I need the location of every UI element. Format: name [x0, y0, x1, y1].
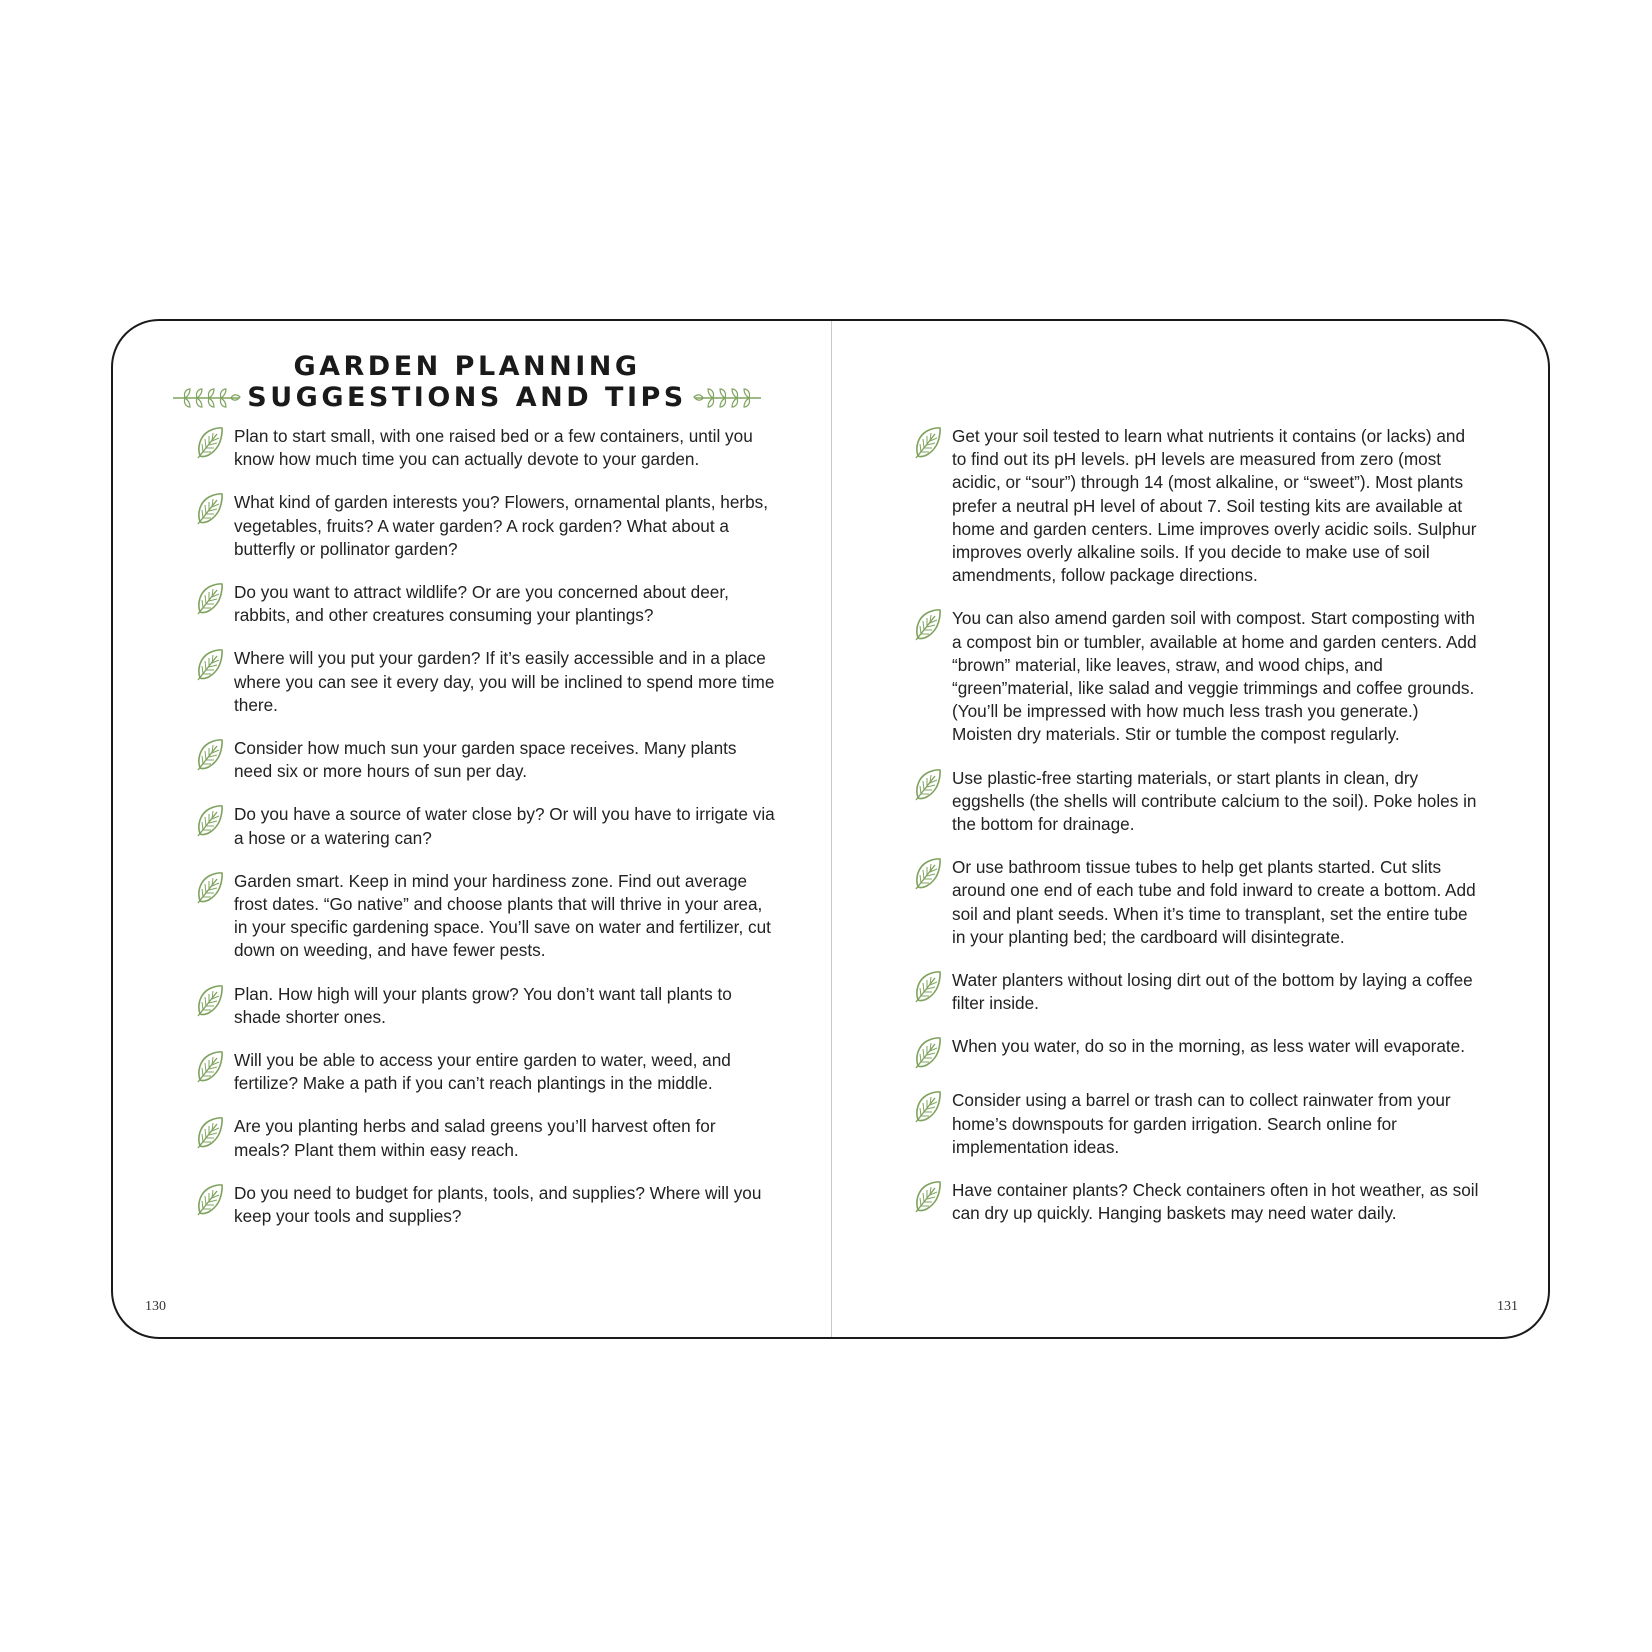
tip-item	[913, 607, 1483, 746]
leaf-icon	[195, 493, 223, 525]
tips-list-left	[195, 425, 775, 1248]
tip-text: Plan to start small, with one raised bed or a few containers, until you know how much time you can actually devote to your garden.	[234, 426, 753, 470]
tip-item	[195, 647, 775, 717]
tip-item	[195, 1182, 775, 1228]
tip-text: Are you planting herbs and salad greens you’ll harvest often for meals? Plant them within easy reach.	[234, 1116, 716, 1160]
page-title	[193, 351, 741, 413]
leaf-icon	[195, 427, 223, 459]
leaf-icon	[913, 769, 941, 801]
tip-item	[195, 803, 775, 849]
tip-text: Water planters without losing dirt out of the bottom by laying a coffee filter inside.	[952, 970, 1473, 1014]
tip-item	[195, 870, 775, 963]
title-line-1: GARDEN PLANNING	[293, 351, 641, 382]
tip-item	[195, 737, 775, 783]
tip-text: Where will you put your garden? If it’s easily accessible and in a place where you can see it every day, you will be inclined to spend more time there.	[234, 648, 775, 715]
leaf-icon	[195, 872, 223, 904]
tip-text: Consider how much sun your garden space receives. Many plants need six or more hours of sun per day.	[234, 738, 737, 782]
leaf-icon	[913, 427, 941, 459]
tip-item	[913, 767, 1483, 837]
tip-text: Use plastic-free starting materials, or start plants in clean, dry eggshells (the shells will contribute calcium to the soil). Poke holes in the bottom for drainage.	[952, 767, 1477, 835]
tip-item	[195, 425, 775, 471]
book-spread	[111, 319, 1550, 1339]
tip-text: You can also amend garden soil with compost. Start composting with a compost bin or tumbler, available at home and garden centers. Add “brown” material, like leaves, straw, and wood chips, and “green”material, like salad and veggie trimmings and coffee grounds. (You’ll be impressed with how much less trash you generate.) Moisten dry materials. Stir or tumble the compost regularly.	[952, 608, 1477, 745]
leaf-icon	[195, 739, 223, 771]
tip-text: Do you need to budget for plants, tools, and supplies? Where will you keep your tools and supplies?	[234, 1182, 762, 1227]
leaf-icon	[913, 1037, 941, 1069]
tip-text: Or use bathroom tissue tubes to help get plants started. Cut slits around one end of each tube and fold inward to create a bottom. Add soil and plant seeds. When it’s time to transplant, set the entire tube in your planting bed; the cardboard will disintegrate.	[952, 857, 1476, 947]
right-page	[832, 321, 1550, 1337]
tip-item	[195, 983, 775, 1029]
tip-text: Consider using a barrel or trash can to collect rainwater from your home’s downspouts for garden irrigation. Search online for implementation ideas.	[952, 1090, 1451, 1157]
leaf-icon	[195, 1051, 223, 1083]
tip-item	[913, 1179, 1483, 1225]
sprig-left-icon	[171, 385, 241, 411]
tip-text: Have container plants? Check containers often in hot weather, as soil can dry up quickly. Hanging baskets may need water daily.	[952, 1180, 1479, 1224]
tip-text: Will you be able to access your entire garden to water, weed, and fertilize? Make a path if you can’t reach plantings in the middle.	[234, 1050, 731, 1094]
tip-text: Garden smart. Keep in mind your hardiness zone. Find out average frost dates. “Go native” and choose plants that will thrive in your area, in your specific gardening space. You’ll save on water and fertilizer, cut down on weeding, and have fewer pests.	[234, 870, 771, 961]
leaf-icon	[195, 985, 223, 1017]
tip-text: Do you want to attract wildlife? Or are you concerned about deer, rabbits, and other creatures consuming your plantings?	[234, 582, 729, 626]
sprig-right-icon	[693, 385, 763, 411]
tip-item	[913, 1089, 1483, 1159]
title-line-2: SUGGESTIONS AND TIPS	[247, 382, 687, 413]
leaf-icon	[913, 858, 941, 890]
tip-item	[913, 425, 1483, 587]
tip-text: Do you have a source of water close by? Or will you have to irrigate via a hose or a watering can?	[234, 804, 775, 848]
page-number-left: 130	[145, 1299, 166, 1314]
leaf-icon	[195, 805, 223, 837]
tip-text: Plan. How high will your plants grow? You don’t want tall plants to shade shorter ones.	[234, 983, 732, 1027]
leaf-icon	[913, 1091, 941, 1123]
tip-item	[195, 1115, 775, 1161]
leaf-icon	[195, 1184, 223, 1216]
title-row	[193, 382, 741, 413]
tip-item	[913, 969, 1483, 1015]
leaf-icon	[195, 583, 223, 615]
leaf-icon	[195, 1117, 223, 1149]
tip-text: When you water, do so in the morning, as less water will evaporate.	[952, 1036, 1466, 1057]
tip-text: What kind of garden interests you? Flowers, ornamental plants, herbs, vegetables, fruits? A water garden? A rock garden? What about a butterfly or pollinator garden?	[234, 492, 769, 559]
tip-item	[195, 1049, 775, 1095]
leaf-icon	[913, 609, 941, 641]
tip-item	[195, 491, 775, 561]
tip-item	[195, 581, 775, 627]
tip-text: Get your soil tested to learn what nutrients it contains (or lacks) and to find out its pH levels. pH levels are measured from zero (most acidic, or “sour”) through 14 (most alkaline, or “sweet”). Most plants prefer a neutral pH level of about 7. Soil testing kits are available at home and garden centers. Lime improves overly acidic soils. Sulphur improves overly alkaline soils. If you decide to make use of soil amendments, follow package directions.	[952, 426, 1477, 586]
leaf-icon	[913, 971, 941, 1003]
leaf-icon	[913, 1181, 941, 1213]
leaf-icon	[195, 649, 223, 681]
page-number-right: 131	[1497, 1299, 1518, 1314]
tip-item	[913, 1035, 1483, 1069]
tip-item	[913, 856, 1483, 949]
left-page	[113, 321, 831, 1337]
tips-list-right	[913, 425, 1483, 1245]
